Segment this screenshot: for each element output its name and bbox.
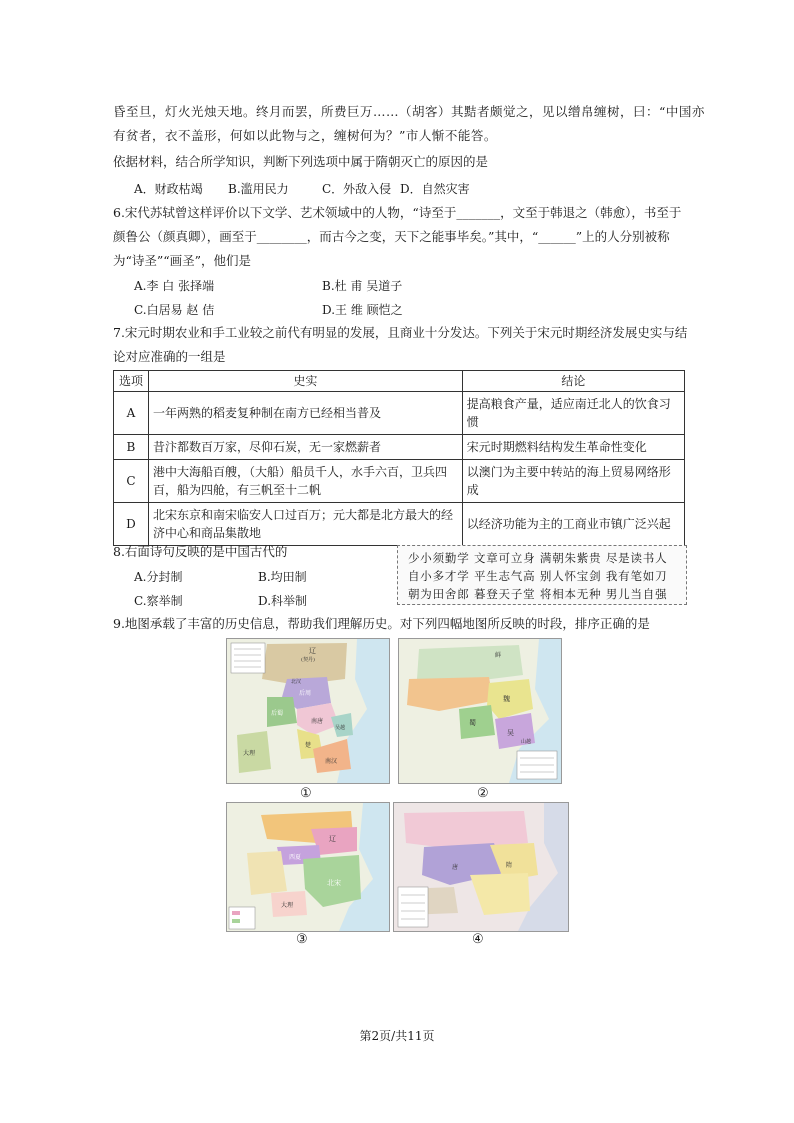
q6-line2: 颜鲁公（颜真卿），画至于________，而古今之变，天下之能事毕矣。”其中，“______”上的人分别被称 [113, 229, 670, 244]
table-row[interactable] [114, 460, 685, 503]
map-4-label: 唐 [452, 864, 459, 871]
q6-option-a[interactable]: A.李 白 张择端 [134, 279, 215, 293]
map-4-graphic [394, 803, 568, 931]
map-1-label: 吴越 [335, 725, 346, 731]
row-option: C [114, 460, 149, 503]
map-2[interactable] [398, 638, 562, 784]
map-2-graphic [399, 639, 561, 783]
map-4[interactable] [393, 802, 569, 932]
q8-option-a[interactable]: A.分封制 [134, 570, 183, 584]
row-fact: 北宋东京和南宋临安人口过百万；元大都是北方最大的经济中心和商品集散地 [148, 503, 462, 546]
q6-option-c[interactable]: C.白居易 赵 佶 [134, 303, 215, 317]
q5-option-b[interactable]: B.滥用民力 [228, 182, 289, 196]
q7-line2: 论对应准确的一组是 [113, 349, 226, 364]
row-conclusion: 提高粮食产量，适应南迁北人的饮食习惯 [462, 392, 684, 435]
q7-line1: 7.宋元时期农业和手工业较之前代有明显的发展，且商业十分发达。下列关于宋元时期经济发展史实与结 [113, 325, 688, 340]
map-4-number: ④ [472, 932, 484, 947]
map-2-label: 蜀 [469, 719, 476, 727]
map-3-label: 辽 [329, 835, 336, 843]
header-conclusion: 结论 [462, 371, 684, 392]
q8-option-d[interactable]: D.科举制 [258, 594, 308, 608]
table-row[interactable] [114, 435, 685, 460]
table-header-row [114, 371, 685, 392]
table-row[interactable] [114, 503, 685, 546]
map-2-label: 鲜 [495, 652, 502, 659]
q8-option-c[interactable]: C.察举制 [134, 594, 183, 608]
row-option: D [114, 503, 149, 546]
row-conclusion: 宋元时期燃料结构发生革命性变化 [462, 435, 684, 460]
header-fact: 史实 [148, 371, 462, 392]
map-3-label: 西夏 [289, 854, 302, 861]
row-conclusion: 以澳门为主要中转站的海上贸易网络形成 [462, 460, 684, 503]
map-1-label: 南汉 [325, 758, 338, 765]
map-1-label: (契丹) [301, 657, 315, 663]
map-1-label: 后周 [299, 690, 312, 697]
row-fact: 港中大海船百艘，（大船）船员千人，水手六百，卫兵四百，船为四舱，有三帆至十二帆 [148, 460, 462, 503]
map-1-label: 楚 [305, 742, 312, 749]
q5-material-line2: 有贫者，衣不盖形，何如以此物与之，缠树何为？”市人惭不能答。 [113, 128, 497, 143]
map-2-label: 山越 [521, 739, 532, 745]
q9-stem: 9.地图承载了丰富的历史信息，帮助我们理解历史。对下列四幅地图所反映的时段，排序正确的是 [113, 616, 650, 631]
map-3-label: 北宋 [327, 879, 341, 887]
poem-line: 自小多才学 平生志气高 别人怀宝剑 我有笔如刀 [408, 569, 668, 583]
row-fact: 一年两熟的稻麦复种制在南方已经相当普及 [148, 392, 462, 435]
map-2-label: 吴 [507, 729, 514, 737]
row-fact: 昔汴都数百万家，尽仰石炭，无一家燃薪者 [148, 435, 462, 460]
map-2-label: 魏 [503, 695, 510, 703]
header-option: 选项 [114, 371, 149, 392]
map-1-label: 辽 [309, 647, 316, 655]
q5-material-line1: 昏至旦，灯火光烛天地。终月而罢，所费巨万……（胡客）其黠者颇觉之，见以缯帛缠树，曰：“中国亦 [113, 104, 705, 119]
row-option: A [114, 392, 149, 435]
row-conclusion: 以经济功能为主的工商业市镇广泛兴起 [462, 503, 684, 546]
poem-line: 少小须勤学 文章可立身 满朝朱紫贵 尽是读书人 [408, 551, 668, 565]
map-2-number: ② [477, 786, 489, 801]
poem-line: 朝为田舍郎 暮登天子堂 将相本无种 男儿当自强 [408, 587, 668, 601]
q8-stem: 8.右面诗句反映的是中国古代的 [113, 544, 288, 559]
map-1-label: 北汉 [291, 679, 302, 685]
q5-option-c[interactable]: C．外敌入侵 [322, 182, 392, 196]
map-3-label: 大理 [281, 902, 294, 909]
q6-line1: 6.宋代苏轼曾这样评价以下文学、艺术领域中的人物，“诗至于_______，文至于韩退之（韩愈），书至于 [113, 205, 682, 220]
map-3-number: ③ [296, 932, 308, 947]
q7-table [113, 370, 685, 546]
q6-option-d[interactable]: D.王 维 顾恺之 [322, 303, 403, 317]
map-1-label: 南唐 [311, 718, 324, 725]
q8-option-b[interactable]: B.均田制 [258, 570, 307, 584]
map-4-label: 隋 [506, 862, 513, 869]
row-option: B [114, 435, 149, 460]
map-1-label: 大理 [243, 750, 256, 757]
q6-option-b[interactable]: B.杜 甫 吴道子 [322, 279, 403, 293]
poem-box [397, 545, 687, 605]
q5-option-d[interactable]: D．自然灾害 [400, 182, 470, 196]
table-row[interactable] [114, 392, 685, 435]
map-1-number: ① [300, 786, 312, 801]
q5-question: 依据材料，结合所学知识，判断下列选项中属于隋朝灭亡的原因的是 [113, 154, 489, 169]
q6-line3: 为“诗圣”“画圣”，他们是 [113, 253, 252, 268]
q5-option-a[interactable]: A．财政枯竭 [134, 182, 203, 196]
map-1[interactable] [226, 638, 390, 784]
map-1-graphic [227, 639, 389, 783]
page-footer: 第2页/共11页 [359, 1029, 435, 1043]
map-3[interactable] [226, 802, 390, 932]
map-1-label: 后蜀 [271, 710, 284, 717]
map-3-graphic [227, 803, 389, 931]
